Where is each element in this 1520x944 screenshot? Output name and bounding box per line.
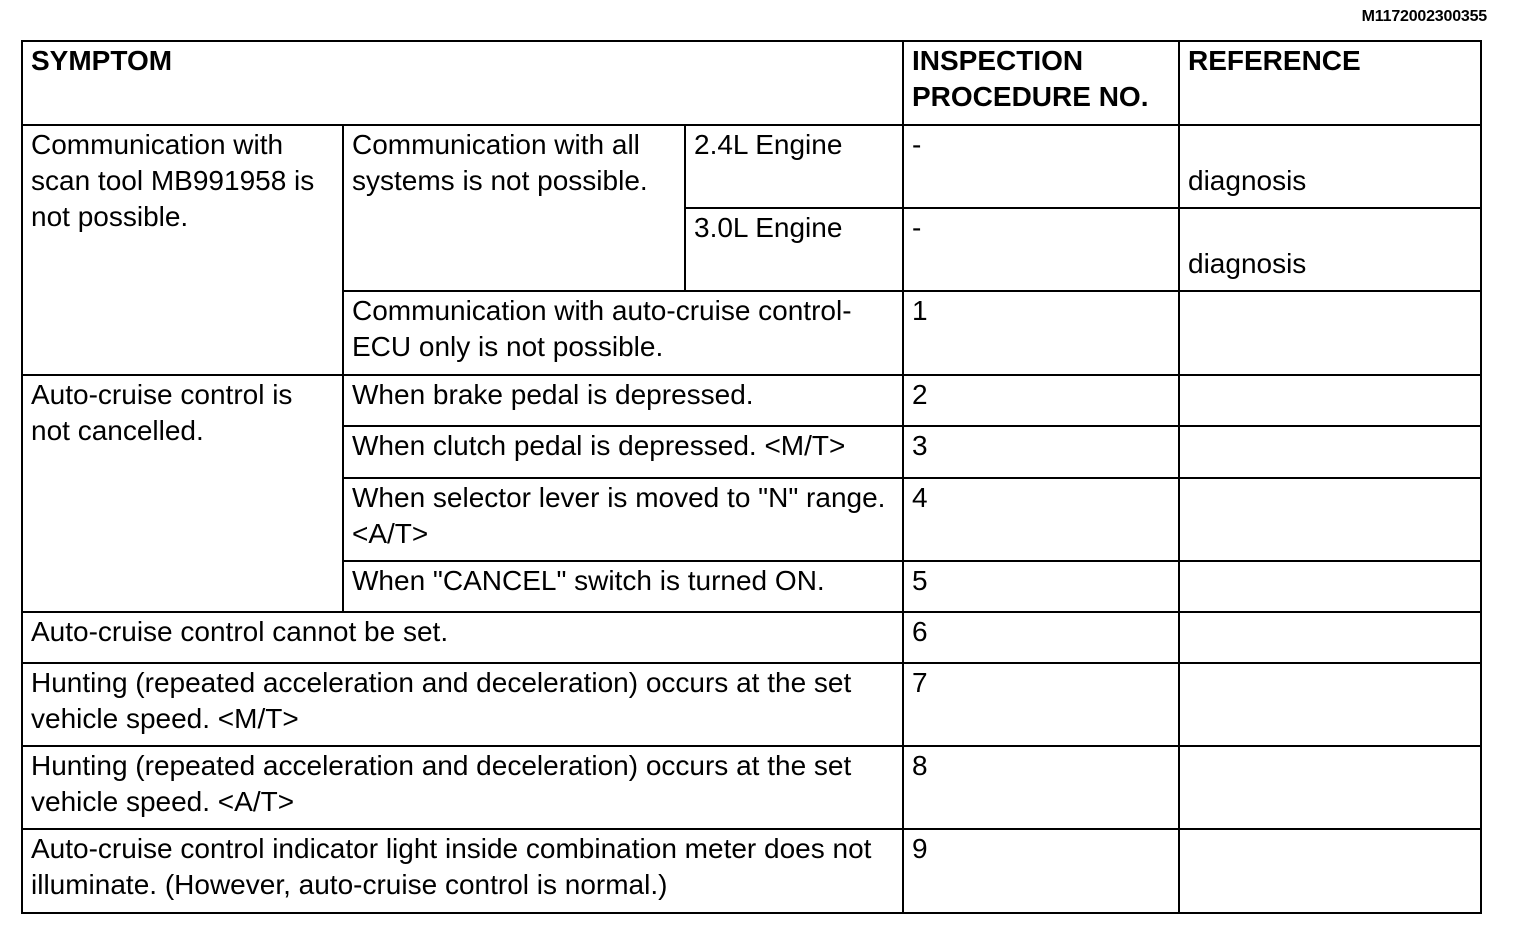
procedure-cell: - xyxy=(903,208,1179,291)
reference-text: diagnosis xyxy=(1188,248,1307,279)
procedure-cell: 8 xyxy=(903,746,1179,829)
reference-cell xyxy=(1179,829,1481,913)
procedure-cell: 6 xyxy=(903,612,1179,663)
condition-cell: When brake pedal is depressed. xyxy=(343,375,903,426)
reference-cell xyxy=(1179,125,1481,208)
header-row xyxy=(22,41,1481,125)
procedure-cell: 9 xyxy=(903,829,1179,913)
table-row xyxy=(22,663,1481,746)
engine-cell: 2.4L Engine xyxy=(685,125,903,208)
condition-cell: Communication with auto-cruise control-ECU only is not possible. xyxy=(343,291,903,375)
reference-text: diagnosis xyxy=(1188,165,1307,196)
procedure-cell: 3 xyxy=(903,426,1179,478)
condition-cell: When selector lever is moved to "N" range. <A/T> xyxy=(343,478,903,561)
procedure-cell: 5 xyxy=(903,561,1179,612)
reference-cell xyxy=(1179,478,1481,561)
table-row xyxy=(22,125,1481,208)
condition-cell: When clutch pedal is depressed. <M/T> xyxy=(343,426,903,478)
header-reference: REFERENCE xyxy=(1179,41,1481,125)
symptom-cell: Auto-cruise control is not cancelled. xyxy=(22,375,343,612)
table-row xyxy=(22,746,1481,829)
reference-cell xyxy=(1179,612,1481,663)
condition-cell: Communication with all systems is not possible. xyxy=(343,125,685,291)
table-row xyxy=(22,375,1481,426)
reference-cell xyxy=(1179,561,1481,612)
symptom-cell: Auto-cruise control indicator light inside combination meter does not illuminate. (However, auto-cruise control is normal.) xyxy=(22,829,903,913)
reference-cell xyxy=(1179,746,1481,829)
symptom-table xyxy=(21,40,1482,914)
symptom-cell: Hunting (repeated acceleration and deceleration) occurs at the set vehicle speed. <M/T> xyxy=(22,663,903,746)
reference-cell xyxy=(1179,291,1481,375)
header-symptom: SYMPTOM xyxy=(22,41,903,125)
reference-cell xyxy=(1179,663,1481,746)
reference-cell xyxy=(1179,375,1481,426)
symptom-cell: Auto-cruise control cannot be set. xyxy=(22,612,903,663)
condition-cell: When "CANCEL" switch is turned ON. xyxy=(343,561,903,612)
symptom-cell: Communication with scan tool MB991958 is not possible. xyxy=(22,125,343,375)
procedure-cell: 7 xyxy=(903,663,1179,746)
symptom-cell: Hunting (repeated acceleration and deceleration) occurs at the set vehicle speed. <A/T> xyxy=(22,746,903,829)
procedure-cell: 1 xyxy=(903,291,1179,375)
procedure-cell: - xyxy=(903,125,1179,208)
procedure-cell: 4 xyxy=(903,478,1179,561)
reference-cell xyxy=(1179,426,1481,478)
procedure-cell: 2 xyxy=(903,375,1179,426)
engine-cell: 3.0L Engine xyxy=(685,208,903,291)
header-inspection-procedure-no: INSPECTION PROCEDURE NO. xyxy=(903,41,1179,125)
table-row xyxy=(22,612,1481,663)
document-id: M1172002300355 xyxy=(1361,8,1487,25)
table-row xyxy=(22,829,1481,913)
reference-cell xyxy=(1179,208,1481,291)
